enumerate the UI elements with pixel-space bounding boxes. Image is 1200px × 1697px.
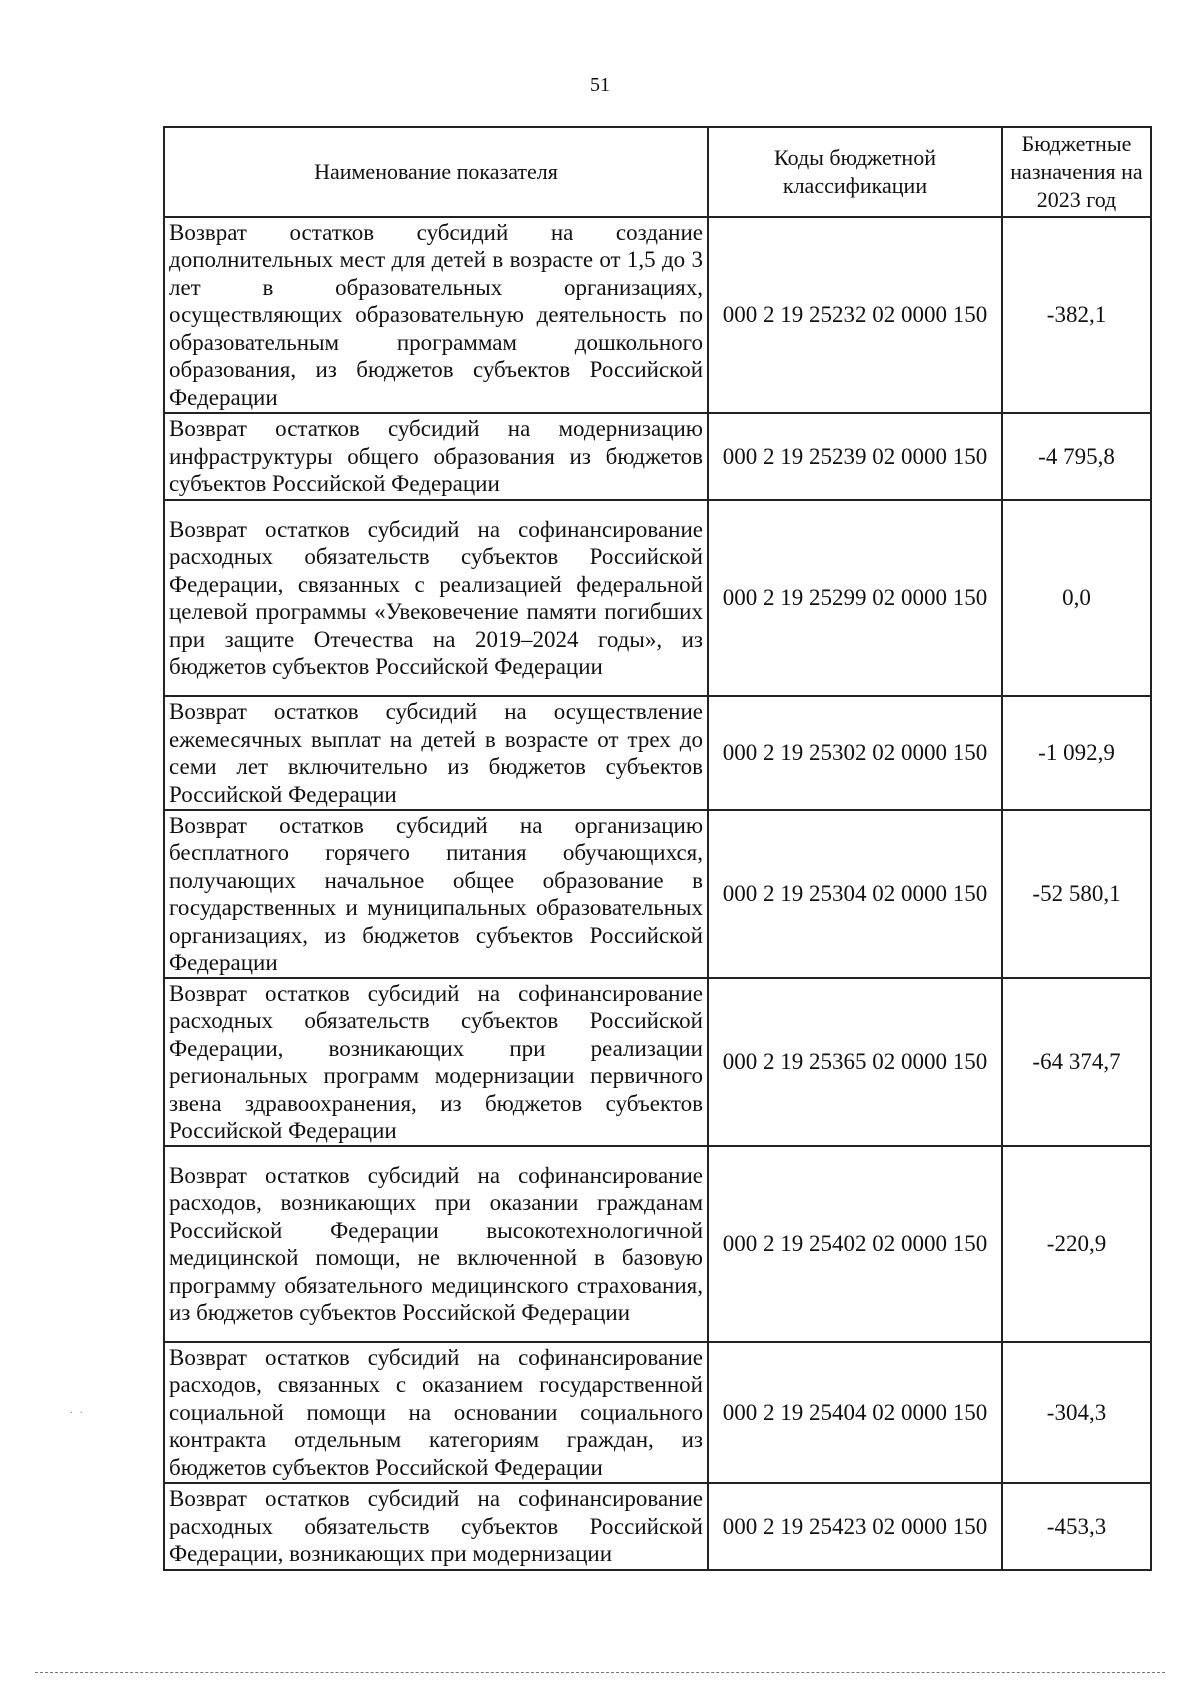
- row-value: -52 580,1: [1002, 810, 1151, 978]
- row-value: 0,0: [1002, 500, 1151, 696]
- row-name: Возврат остатков субсидий на софинансирование расходов, возникающих при оказании гражданам Российской Федерации высокотехнологичной медицинской помощи, не включенной в базовую программу обязательного медицинского страхования, из бюджетов субъектов Российской Федерации: [164, 1146, 708, 1342]
- footer-rule: [35, 1672, 1165, 1673]
- row-value: -304,3: [1002, 1342, 1151, 1483]
- row-value: -1 092,9: [1002, 696, 1151, 810]
- table-row: [164, 1483, 1151, 1570]
- row-value: -453,3: [1002, 1483, 1151, 1570]
- table-row: [164, 696, 1151, 810]
- table-header-row: [164, 127, 1151, 217]
- row-value: -64 374,7: [1002, 978, 1151, 1146]
- row-name: Возврат остатков субсидий на софинансирование расходных обязательств субъектов Российской Федерации, возникающих при реализации региональных программ модернизации первичного звена здравоохранения, из бюджетов субъектов Российской Федерации: [164, 978, 708, 1146]
- header-code: Коды бюджетной классификации: [708, 127, 1002, 217]
- table-row: [164, 500, 1151, 696]
- table-row: [164, 217, 1151, 413]
- row-name: Возврат остатков субсидий на организацию бесплатного горячего питания обучающихся, получающих начальное общее образование в государственных и муниципальных образовательных организациях, из бюджетов субъектов Российской Федерации: [164, 810, 708, 978]
- row-name: Возврат остатков субсидий на модернизацию инфраструктуры общего образования из бюджетов субъектов Российской Федерации: [164, 413, 708, 500]
- row-name: Возврат остатков субсидий на софинансирование расходов, связанных с оказанием государственной социальной помощи на основании социального контракта отдельным категориям граждан, из бюджетов субъектов Российской Федерации: [164, 1342, 708, 1483]
- row-code: 000 2 19 25239 02 0000 150: [708, 413, 1002, 500]
- row-name: Возврат остатков субсидий на софинансирование расходных обязательств субъектов Российской Федерации, возникающих при модернизации: [164, 1483, 708, 1570]
- row-value: -220,9: [1002, 1146, 1151, 1342]
- scan-artifact: . .: [70, 1405, 83, 1416]
- budget-table: [163, 126, 1152, 1571]
- row-value: -4 795,8: [1002, 413, 1151, 500]
- table-row: [164, 978, 1151, 1146]
- header-value: Бюджетные назначения на 2023 год: [1002, 127, 1151, 217]
- row-value: -382,1: [1002, 217, 1151, 413]
- row-code: 000 2 19 25302 02 0000 150: [708, 696, 1002, 810]
- row-code: 000 2 19 25404 02 0000 150: [708, 1342, 1002, 1483]
- row-code: 000 2 19 25402 02 0000 150: [708, 1146, 1002, 1342]
- table-row: [164, 1146, 1151, 1342]
- row-code: 000 2 19 25304 02 0000 150: [708, 810, 1002, 978]
- row-code: 000 2 19 25299 02 0000 150: [708, 500, 1002, 696]
- header-name: Наименование показателя: [164, 127, 708, 217]
- table-row: [164, 413, 1151, 500]
- page-number: 51: [590, 74, 610, 96]
- row-name: Возврат остатков субсидий на создание дополнительных мест для детей в возрасте от 1,5 до 3 лет в образовательных организациях, осуществляющих образовательную деятельность по образовательным программам дошкольного образования, из бюджетов субъектов Российской Федерации: [164, 217, 708, 413]
- table-row: [164, 1342, 1151, 1483]
- row-code: 000 2 19 25423 02 0000 150: [708, 1483, 1002, 1570]
- row-name: Возврат остатков субсидий на осуществление ежемесячных выплат на детей в возрасте от трех до семи лет включительно из бюджетов субъектов Российской Федерации: [164, 696, 708, 810]
- row-code: 000 2 19 25365 02 0000 150: [708, 978, 1002, 1146]
- row-name: Возврат остатков субсидий на софинансирование расходных обязательств субъектов Российской Федерации, связанных с реализацией федеральной целевой программы «Увековечение памяти погибших при защите Отечества на 2019–2024 годы», из бюджетов субъектов Российской Федерации: [164, 500, 708, 696]
- table-row: [164, 810, 1151, 978]
- row-code: 000 2 19 25232 02 0000 150: [708, 217, 1002, 413]
